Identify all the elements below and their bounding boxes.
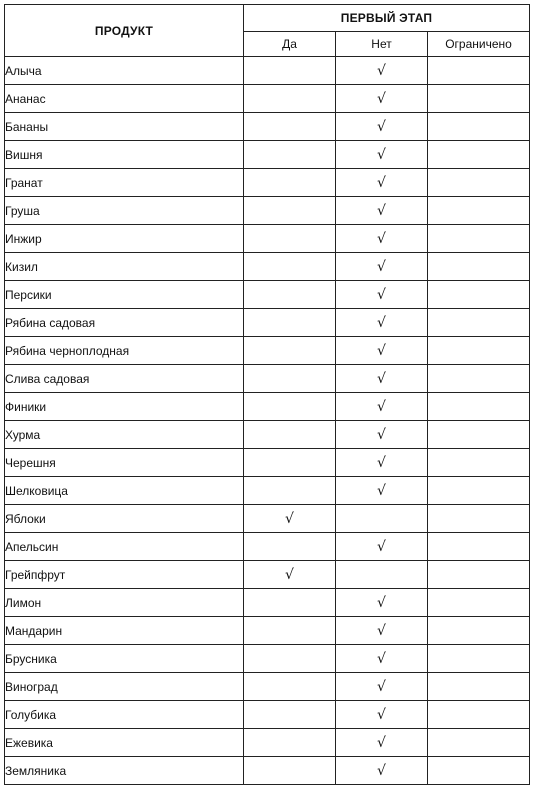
table-row [5,617,530,645]
table-row [5,85,530,113]
product-name-cell: Ананас [5,85,244,113]
yes-cell [244,533,336,561]
table-row [5,477,530,505]
limited-cell [428,617,530,645]
yes-column-header: Да [244,32,336,57]
limited-cell [428,701,530,729]
table-row [5,673,530,701]
limited-cell [428,533,530,561]
limited-cell [428,449,530,477]
product-name-cell: Финики [5,393,244,421]
no-cell: √ [336,729,428,757]
limited-cell [428,729,530,757]
product-name-cell: Шелковица [5,477,244,505]
product-name-cell: Лимон [5,589,244,617]
limited-cell [428,57,530,85]
limited-column-header: Ограничено [428,32,530,57]
yes-cell [244,225,336,253]
product-name-cell: Рябина садовая [5,309,244,337]
limited-cell [428,477,530,505]
no-cell: √ [336,197,428,225]
product-name-cell: Хурма [5,421,244,449]
limited-cell [428,225,530,253]
yes-cell [244,57,336,85]
table-row [5,701,530,729]
product-name-cell: Грейпфрут [5,561,244,589]
table-row [5,57,530,85]
product-name-cell: Вишня [5,141,244,169]
product-name-cell: Брусника [5,645,244,673]
product-name-cell: Слива садовая [5,365,244,393]
yes-cell [244,589,336,617]
header-row-top [5,5,530,32]
limited-cell [428,85,530,113]
table-row [5,393,530,421]
table-row [5,729,530,757]
no-cell [336,561,428,589]
no-cell: √ [336,365,428,393]
no-cell: √ [336,113,428,141]
limited-cell [428,365,530,393]
table-row [5,645,530,673]
no-cell: √ [336,477,428,505]
product-name-cell: Алыча [5,57,244,85]
yes-cell [244,85,336,113]
limited-cell [428,757,530,785]
product-name-cell: Кизил [5,253,244,281]
no-cell: √ [336,281,428,309]
no-cell: √ [336,85,428,113]
yes-cell [244,701,336,729]
yes-cell [244,337,336,365]
no-cell: √ [336,337,428,365]
limited-cell [428,589,530,617]
yes-cell [244,365,336,393]
yes-cell [244,281,336,309]
yes-cell [244,617,336,645]
yes-cell: √ [244,505,336,533]
limited-cell [428,113,530,141]
table-row [5,505,530,533]
product-name-cell: Мандарин [5,617,244,645]
limited-cell [428,281,530,309]
no-cell: √ [336,757,428,785]
product-name-cell: Персики [5,281,244,309]
limited-cell [428,645,530,673]
product-name-cell: Ежевика [5,729,244,757]
no-cell: √ [336,225,428,253]
yes-cell [244,421,336,449]
yes-cell [244,449,336,477]
yes-cell: √ [244,561,336,589]
yes-cell [244,729,336,757]
table-row [5,225,530,253]
no-cell: √ [336,421,428,449]
table-row [5,757,530,785]
table-row [5,113,530,141]
yes-cell [244,477,336,505]
no-cell: √ [336,449,428,477]
limited-cell [428,169,530,197]
table-row [5,449,530,477]
no-cell: √ [336,533,428,561]
table-row [5,197,530,225]
product-name-cell: Гранат [5,169,244,197]
yes-cell [244,309,336,337]
limited-cell [428,309,530,337]
yes-cell [244,197,336,225]
product-name-cell: Виноград [5,673,244,701]
product-name-cell: Инжир [5,225,244,253]
table-row [5,533,530,561]
product-name-cell: Рябина черноплодная [5,337,244,365]
table-row [5,337,530,365]
limited-cell [428,141,530,169]
table-row [5,281,530,309]
yes-cell [244,393,336,421]
limited-cell [428,253,530,281]
no-cell: √ [336,169,428,197]
limited-cell [428,505,530,533]
product-name-cell: Земляника [5,757,244,785]
yes-cell [244,757,336,785]
table-row [5,309,530,337]
yes-cell [244,169,336,197]
yes-cell [244,645,336,673]
yes-cell [244,113,336,141]
stage-column-header: ПЕРВЫЙ ЭТАП [244,5,530,32]
no-cell: √ [336,701,428,729]
no-cell [336,505,428,533]
table-row [5,589,530,617]
table-row [5,421,530,449]
product-name-cell: Черешня [5,449,244,477]
table-row [5,561,530,589]
no-cell: √ [336,393,428,421]
product-name-cell: Голубика [5,701,244,729]
product-name-cell: Яблоки [5,505,244,533]
table-row [5,253,530,281]
limited-cell [428,197,530,225]
limited-cell [428,393,530,421]
no-cell: √ [336,253,428,281]
table-row [5,169,530,197]
table-header [5,5,530,57]
no-cell: √ [336,57,428,85]
no-cell: √ [336,645,428,673]
limited-cell [428,421,530,449]
limited-cell [428,337,530,365]
product-name-cell: Бананы [5,113,244,141]
limited-cell [428,561,530,589]
no-cell: √ [336,309,428,337]
table-row [5,365,530,393]
product-stage-table [4,4,530,785]
product-name-cell: Груша [5,197,244,225]
no-cell: √ [336,589,428,617]
product-column-header: ПРОДУКТ [5,5,244,57]
no-column-header: Нет [336,32,428,57]
yes-cell [244,253,336,281]
product-name-cell: Апельсин [5,533,244,561]
yes-cell [244,673,336,701]
yes-cell [244,141,336,169]
table-body [5,57,530,785]
no-cell: √ [336,141,428,169]
no-cell: √ [336,673,428,701]
limited-cell [428,673,530,701]
table-row [5,141,530,169]
no-cell: √ [336,617,428,645]
